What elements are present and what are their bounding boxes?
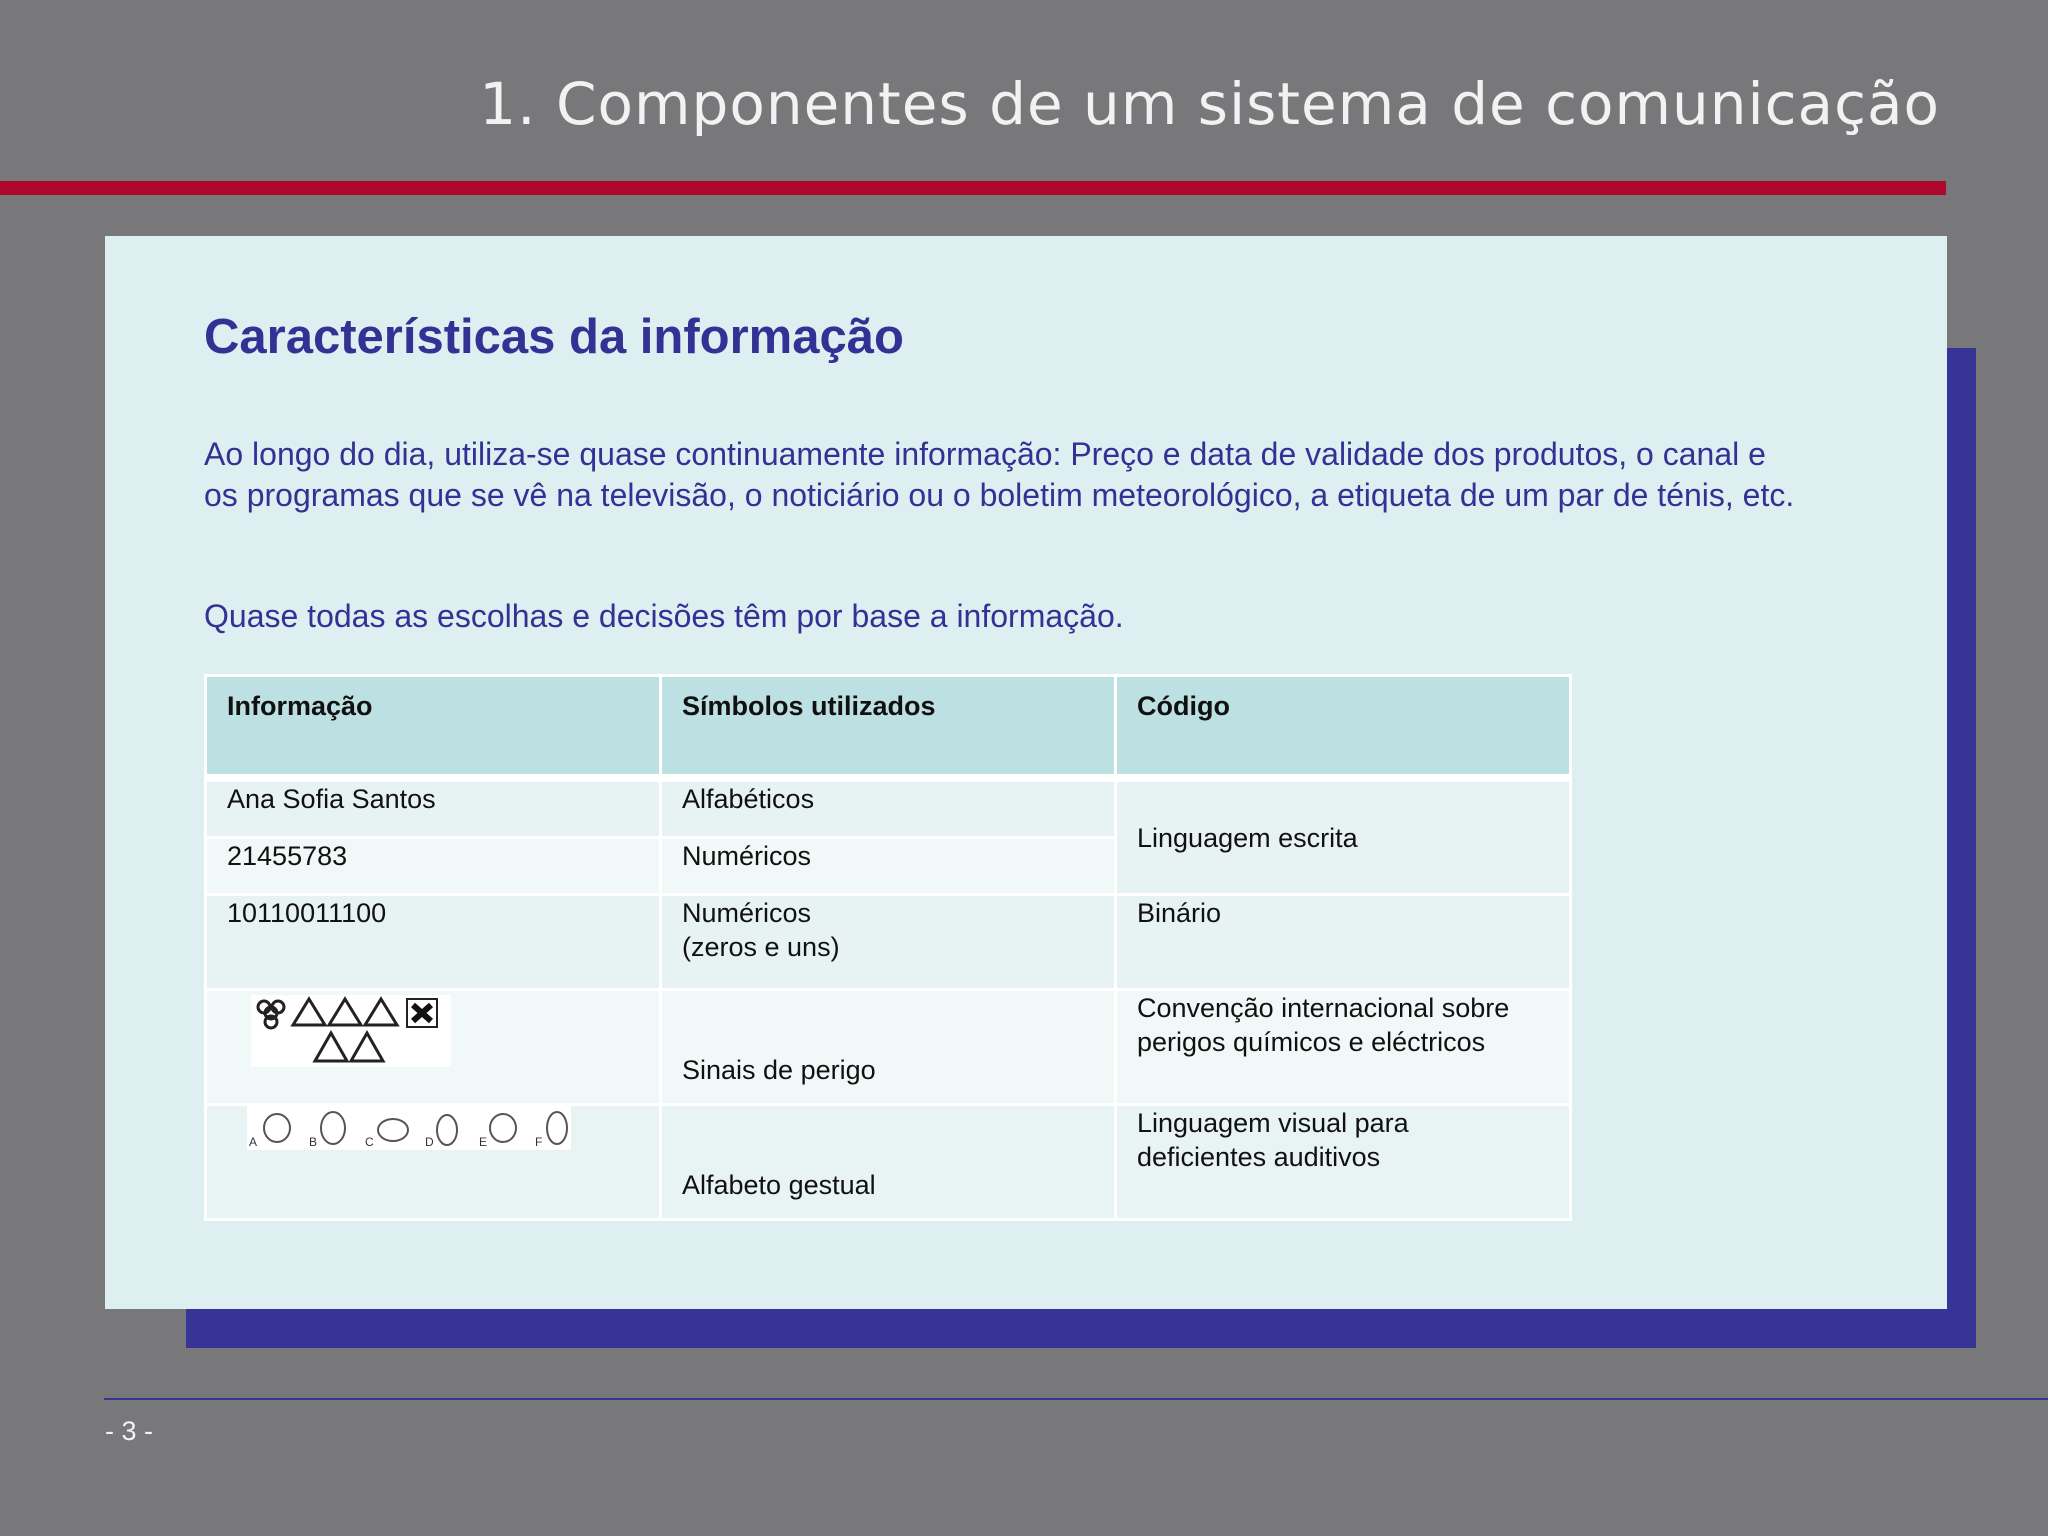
header-codigo: Código xyxy=(1116,676,1571,779)
decision-paragraph: Quase todas as escolhas e decisões têm por base a informação. xyxy=(204,598,1124,634)
slide-title: 1. Componentes de um sistema de comunicação xyxy=(479,70,1940,138)
footer-divider xyxy=(104,1398,2048,1400)
cell-symbols: Numéricos xyxy=(661,838,1116,895)
sign-letter-e: E xyxy=(479,1135,488,1149)
cell-code: Linguagem escrita xyxy=(1116,778,1571,895)
sign-letter-c: C xyxy=(365,1135,374,1149)
content-panel xyxy=(105,236,1947,1309)
sign-letter-d: D xyxy=(425,1135,434,1149)
cell-info-sign-language xyxy=(206,1105,661,1220)
sign-letter-f: F xyxy=(535,1135,543,1149)
cell-info: 10110011100 xyxy=(206,895,661,990)
sign-letter-b: B xyxy=(309,1135,318,1149)
cell-code: Binário xyxy=(1116,895,1571,990)
header-informacao: Informação xyxy=(206,676,661,779)
header-simbolos: Símbolos utilizados xyxy=(661,676,1116,779)
table-row xyxy=(206,778,1571,838)
sign-language-hands-icon xyxy=(247,1106,571,1150)
section-heading: Características da informação xyxy=(204,310,904,364)
page-number: - 3 - xyxy=(105,1416,154,1446)
sign-letter-a: A xyxy=(249,1135,258,1149)
cell-code: Convenção internacional sobre perigos químicos e eléctricos xyxy=(1116,990,1571,1105)
table-row xyxy=(206,1105,1571,1220)
cell-symbols: Alfabeto gestual xyxy=(661,1105,1116,1220)
table-header-row xyxy=(206,676,1571,779)
intro-paragraph: Ao longo do dia, utiliza-se quase continuamente informação: Preço e data de validade dos produtos, o canal e os programas que se vê na televisão, o noticiário ou o boletim meteorológico, a etiqueta de um par de ténis, etc. xyxy=(204,436,1795,513)
cell-symbols: Alfabéticos xyxy=(661,778,1116,838)
cell-symbols: Numéricos (zeros e uns) xyxy=(661,895,1116,990)
cell-info: Ana Sofia Santos xyxy=(206,778,661,838)
cell-info: 21455783 xyxy=(206,838,661,895)
harmful-x-icon xyxy=(407,999,437,1027)
hazard-symbols-icon xyxy=(251,995,451,1067)
cell-info-hazard xyxy=(206,990,661,1105)
cell-symbols: Sinais de perigo xyxy=(661,990,1116,1105)
table-row xyxy=(206,990,1571,1105)
table-row xyxy=(206,895,1571,990)
cell-code: Linguagem visual para deficientes auditivos xyxy=(1116,1105,1571,1220)
title-underline xyxy=(0,181,1946,195)
information-table xyxy=(204,674,1572,1221)
